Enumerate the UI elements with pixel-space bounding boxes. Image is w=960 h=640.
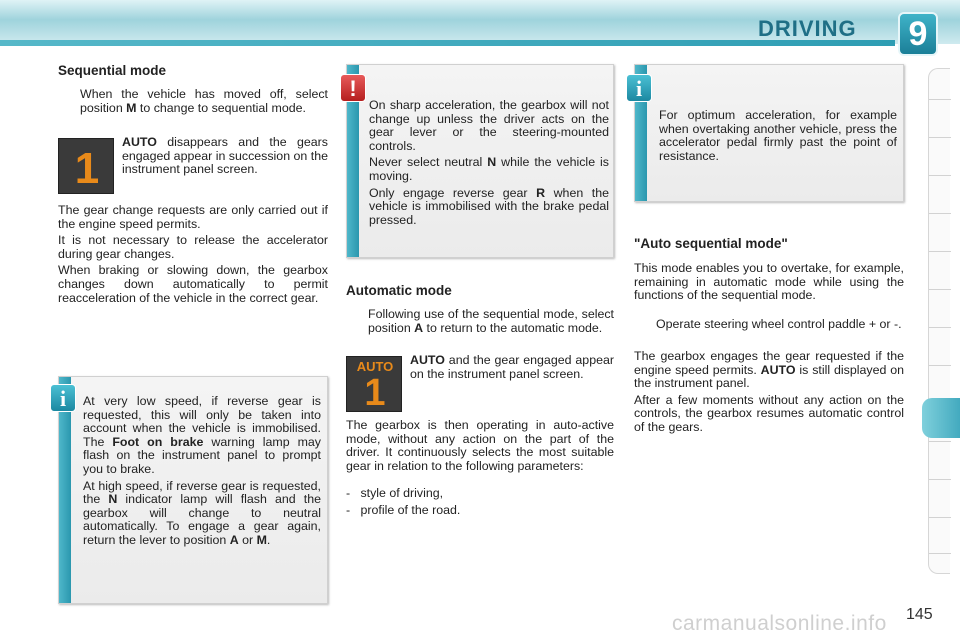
automatic-auto-text: AUTO and the gear engaged appear on the instrument panel screen. <box>410 353 614 381</box>
page-title: DRIVING <box>758 16 857 41</box>
automatic-parameter-list <box>346 487 614 520</box>
page-number: 145 <box>906 606 933 623</box>
list-item: - style of driving, <box>346 486 444 500</box>
auto-sequential-heading: "Auto sequential mode" <box>634 236 788 251</box>
auto-gear-display-icon: AUTO 1 <box>346 356 402 412</box>
warning-icon: ! <box>340 74 366 102</box>
gear-position-key: M <box>126 100 137 115</box>
tab-divider <box>929 175 951 176</box>
chapter-tab-active[interactable] <box>922 398 960 438</box>
auto-sequential-paragraphs: The gearbox engages the gear requested if the engine speed permits. AUTO is still displayed on the instrument panel. After a few moments without any action on the controls, the gearbox resumes automatic control of the gears. <box>634 349 905 434</box>
tab-divider <box>929 251 951 252</box>
tab-divider <box>929 213 951 214</box>
tab-divider <box>929 365 951 366</box>
tab-divider <box>929 327 951 328</box>
info-note-acceleration: For optimum acceleration, for example when overtaking another vehicle, press the accelerator pedal firmly past the point of resistance. <box>634 64 904 202</box>
sequential-auto-text: AUTO disappears and the gears engaged appear in succession on the instrument panel screen. <box>122 135 328 177</box>
automatic-heading: Automatic mode <box>346 283 452 298</box>
tab-divider <box>929 99 951 100</box>
tab-divider <box>929 289 951 290</box>
gear-display-icon: 1 <box>58 138 114 194</box>
auto-sequential-bullet: Operate steering wheel control paddle + or -. <box>656 317 902 331</box>
chapter-number-badge: 9 <box>898 12 938 56</box>
tab-divider <box>929 517 951 518</box>
tab-divider <box>929 479 951 480</box>
info-icon: i <box>626 74 652 102</box>
chapter-tabs <box>928 68 950 574</box>
warning-note-gearbox: On sharp acceleration, the gearbox will not change up unless the driver acts on the gear lever or the steering-mounted controls. Never select neutral N while the vehicle is moving. Only engage reverse gear R when the vehicle is immobilised with the brake pedal pressed. <box>346 64 614 258</box>
auto-sequential-para1: This mode enables you to overtake, for example, remaining in automatic mode while using the functions of the sequential mode. <box>634 261 904 303</box>
tab-divider <box>929 137 951 138</box>
watermark: carmanualsonline.info <box>672 612 887 635</box>
info-icon: i <box>50 384 76 412</box>
sequential-heading: Sequential mode <box>58 63 167 78</box>
sequential-bullet: When the vehicle has moved off, select position M to change to sequential mode. <box>80 87 328 115</box>
info-note-reverse: At very low speed, if reverse gear is requested, this will only be taken into account when the vehicle is immobilised. The Foot on brake warning lamp may flash on the instrument panel to prompt you to brake. At high speed, if reverse gear is requested, the N indicator lamp will flash and the gearbox will change to neutral automatically. To engage a gear again, return the lever to position A or M. <box>58 376 328 604</box>
tab-divider <box>929 441 951 442</box>
automatic-bullet: Following use of the sequential mode, select position A to return to the automatic mode. <box>368 307 614 335</box>
list-item: - profile of the road. <box>346 502 461 517</box>
automatic-paragraph: The gearbox is then operating in auto-active mode, without any action on the part of the driver. It continuously selects the most suitable gear in relation to the following parameters: <box>346 418 614 473</box>
sequential-paragraphs: The gear change requests are only carried out if the engine speed permits. It is not necessary to release the accelerator during gear changes. When braking or slowing down, the gearbox changes down automatically to permit reacceleration of the vehicle in the correct gear. <box>58 203 328 305</box>
tab-divider <box>929 553 951 554</box>
